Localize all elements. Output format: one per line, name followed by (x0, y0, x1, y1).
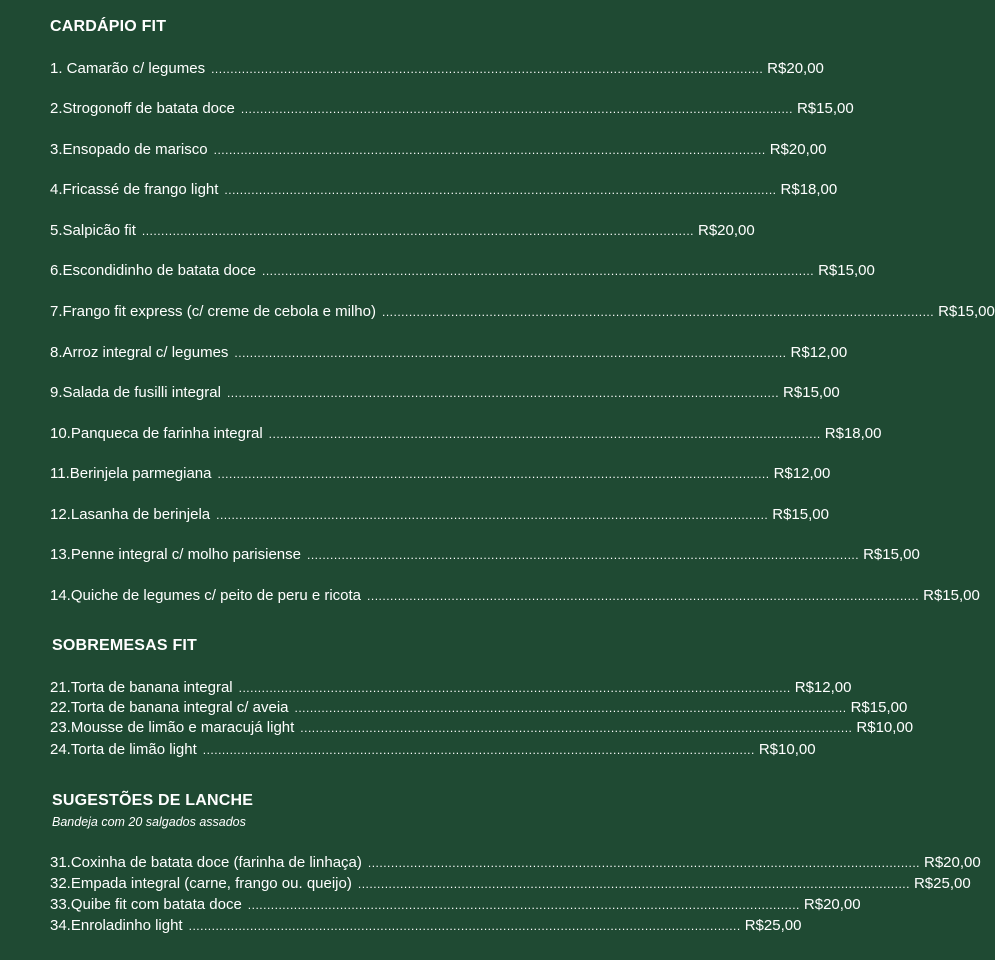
menu-item-price: R$15,00 (796, 100, 854, 117)
menu-item (50, 916, 802, 936)
menu-item-price: R$12,00 (773, 465, 831, 482)
dot-leader: ................................................................................................................................................ (268, 427, 821, 441)
dot-leader: ................................................................................................................................................ (224, 183, 777, 197)
dot-leader: ................................................................................................................................................ (216, 508, 769, 522)
menu-item-price: R$12,00 (790, 344, 848, 361)
menu-item (50, 718, 914, 738)
menu-item-name: 4.Fricassé de frango light (50, 181, 219, 198)
dot-leader: ................................................................................................................................................ (211, 62, 764, 76)
menu-item-price: R$20,00 (923, 854, 981, 871)
menu-item-price: R$15,00 (863, 546, 920, 563)
menu-item-price: R$15,00 (772, 506, 829, 523)
dot-leader: ................................................................................................................................................ (141, 224, 694, 238)
dot-leader: ................................................................................................................................................ (367, 589, 920, 603)
menu-item-price: R$20,00 (803, 896, 861, 913)
menu-item-name: 6.Escondidinho de batata doce (50, 262, 256, 279)
menu-item-name: 3.Ensopado de marisco (50, 141, 208, 158)
menu-item (50, 874, 971, 894)
dot-leader: ................................................................................................................................................ (238, 681, 791, 695)
menu-item-name: 5.Salpicão fit (50, 222, 136, 239)
menu-item-price: R$18,00 (780, 181, 838, 198)
dot-leader: ................................................................................................................................................ (188, 919, 741, 933)
menu-item (50, 545, 920, 565)
menu-item-name: 11.Berinjela parmegiana (50, 465, 212, 482)
dot-leader: ................................................................................................................................................ (262, 264, 815, 278)
menu-item-price: R$15,00 (818, 262, 875, 279)
menu-item-name: 31.Coxinha de batata doce (farinha de linhaça) (50, 854, 362, 871)
menu-item (50, 505, 829, 525)
menu-item (50, 221, 755, 241)
dot-leader: ................................................................................................................................................ (213, 143, 766, 157)
menu-item-price: R$20,00 (769, 141, 827, 158)
menu-item-name: 21.Torta de banana integral (50, 679, 233, 696)
dot-leader: ................................................................................................................................................ (381, 305, 935, 319)
menu-item-name: 32.Empada integral (carne, frango ou. queijo) (50, 875, 352, 892)
menu-item (50, 586, 980, 606)
dot-leader: ................................................................................................................................................ (217, 467, 770, 481)
menu-item-price: R$15,00 (938, 303, 995, 320)
dot-leader: ................................................................................................................................................ (240, 102, 793, 116)
dot-leader: ................................................................................................................................................ (234, 346, 787, 360)
menu-item-name: 10.Panqueca de farinha integral (50, 425, 263, 442)
menu-item-price: R$15,00 (783, 384, 840, 401)
menu-item-price: R$18,00 (824, 425, 882, 442)
menu-item (50, 302, 995, 322)
menu-item (50, 140, 827, 160)
menu-item-price: R$15,00 (850, 699, 908, 716)
dot-leader: ................................................................................................................................................ (300, 721, 853, 735)
menu-item-name: 22.Torta de banana integral c/ aveia (50, 699, 289, 716)
dot-leader: ................................................................................................................................................ (226, 386, 780, 400)
menu-item (50, 99, 854, 119)
menu-item-name: 13.Penne integral c/ molho parisiense (50, 546, 301, 563)
menu-item-name: 8.Arroz integral c/ legumes (50, 344, 229, 361)
menu-item (50, 180, 838, 200)
menu-item (50, 424, 882, 444)
menu-item (50, 261, 875, 281)
menu-item (50, 678, 852, 698)
dot-leader: ................................................................................................................................................ (307, 548, 860, 562)
menu-item-name: 14.Quiche de legumes c/ peito de peru e ricota (50, 587, 362, 604)
section-title-cardapio-fit: CARDÁPIO FIT (50, 18, 167, 35)
menu-item-price: R$20,00 (767, 60, 824, 77)
menu-item-price: R$20,00 (697, 222, 755, 239)
menu-item-price: R$15,00 (923, 587, 980, 604)
menu-item-name: 24.Torta de limão light (50, 741, 197, 758)
dot-leader: ................................................................................................................................................ (294, 701, 847, 715)
menu-item-name: 2.Strogonoff de batata doce (50, 100, 235, 117)
menu-item (50, 464, 831, 484)
section-title-sugestoes-de-lanche: SUGESTÕES DE LANCHE (52, 792, 254, 809)
menu-item (50, 343, 848, 363)
menu-item-name: 33.Quibe fit com batata doce (50, 896, 242, 913)
menu-item-name: 9.Salada de fusilli integral (50, 384, 221, 401)
menu-item-price: R$25,00 (913, 875, 971, 892)
menu-item (50, 853, 981, 873)
menu-item-name: 1. Camarão c/ legumes (50, 60, 206, 77)
dot-leader: ................................................................................................................................................ (357, 877, 910, 891)
menu-item-name: 23.Mousse de limão e maracujá light (50, 719, 295, 736)
dot-leader: ................................................................................................................................................ (247, 898, 800, 912)
menu-item-name: 34.Enroladinho light (50, 917, 183, 934)
menu-item-price: R$12,00 (794, 679, 852, 696)
menu-item-price: R$10,00 (856, 719, 914, 736)
menu-item (50, 895, 861, 915)
menu-item (50, 698, 908, 718)
dot-leader: ................................................................................................................................................ (367, 856, 920, 870)
menu-item-name: 12.Lasanha de berinjela (50, 506, 211, 523)
section-title-sobremesas-fit: SOBREMESAS FIT (52, 637, 198, 654)
menu-item-price: R$25,00 (744, 917, 802, 934)
dot-leader: ................................................................................................................................................ (202, 743, 755, 757)
menu-item-name: 7.Frango fit express (c/ creme de cebola e milho) (50, 303, 376, 320)
section-subtitle: Bandeja com 20 salgados assados (52, 815, 246, 829)
menu-item (50, 59, 824, 79)
menu-item-price: R$10,00 (758, 741, 816, 758)
menu-item (50, 383, 840, 403)
menu-item (50, 740, 816, 760)
